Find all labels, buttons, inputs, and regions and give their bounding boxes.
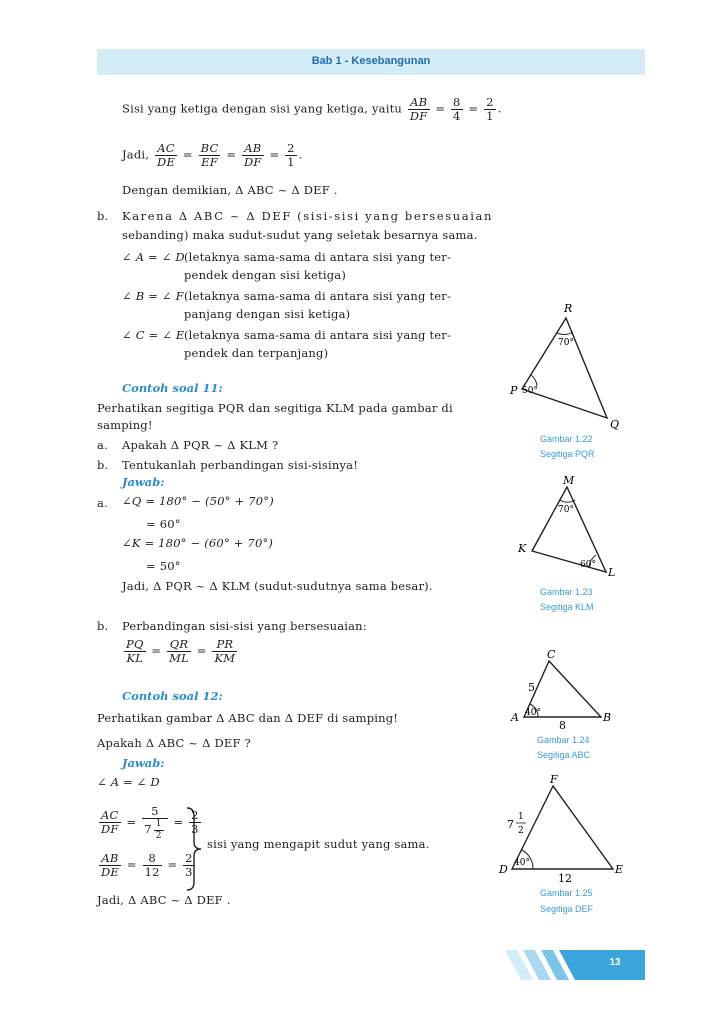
reason-c-1: (letaknya sama-sama di antara sisi yang ter- [184, 328, 452, 342]
angle-equality-ad: ∠ A = ∠ D [97, 775, 160, 789]
item-label: b. [97, 458, 109, 472]
angle-equality-c: ∠ C = ∠ E [122, 328, 185, 342]
reason-a-1: (letaknya sama-sama di antara sisi yang ter- [184, 250, 452, 264]
fraction-qr-ml: $\frac{QR}{ML}$ [169, 637, 189, 666]
vertex-label-b: B [603, 711, 612, 724]
text-c11-b: Tentukanlah perbandingan sisi-sisinya! [122, 458, 359, 472]
fraction-ac-de: $\frac{AC}{DE}$ [157, 141, 176, 170]
text-c12-line1: Perhatikan gambar Δ ABC dan Δ DEF di samping! [97, 711, 399, 725]
text-c11-line2: samping! [97, 418, 153, 432]
ratio-pqr-klm: $\frac{PQ}{KL}$ = $\frac{QR}{ML}$ = $\frac{PR}{KM}$ [126, 637, 236, 666]
figure-caption-label: Gambar 1.25 [540, 888, 593, 898]
angle-equality-b: ∠ B = ∠ F [122, 289, 184, 303]
reason-c-2: pendek dan terpanjang) [184, 346, 329, 360]
figure-triangle-def [495, 772, 635, 887]
fraction-pr-km: $\frac{PR}{KM}$ [214, 637, 236, 666]
text-sisi-mengapit: sisi yang mengapit sudut yang sama. [207, 837, 430, 851]
angle-label-a: 40° [525, 708, 541, 718]
fraction-2-1: $\frac{2}{1}$ [287, 141, 295, 170]
vertex-label-e: E [615, 863, 624, 876]
item-label: a. [97, 496, 108, 510]
fraction-ac-df: $\frac{AC}{DF}$ [101, 808, 119, 837]
example-12-heading: Contoh soal 12: [122, 689, 223, 703]
text-c11-line1: Perhatikan segitiga PQR dan segitiga KLM pada gambar di [97, 401, 453, 415]
figure-caption-name: Segitiga KLM [540, 602, 594, 612]
item-label: b. [97, 209, 109, 223]
figure-caption-label: Gambar 1.22 [540, 434, 593, 444]
fraction-5-over-7-half: 5 7 $\frac{1}{2}$ [142, 805, 167, 841]
chapter-title: Bab 1 - Kesebangunan [311, 55, 431, 67]
vertex-label-c: C [547, 648, 556, 661]
text-line: Jadi, $\frac{AC}{DE}$ = $\frac{BC}{EF}$ = $\frac{AB}{DF}$ = $\frac{2}{1}$ . [122, 141, 303, 170]
reason-b-2: panjang dengan sisi ketiga) [184, 307, 351, 321]
item-label: a. [97, 438, 108, 452]
fraction-ab-df: $\frac{AB}{DF}$ [409, 95, 428, 124]
text-sisi-ketiga: Sisi yang ketiga dengan sisi yang ketiga, yaitu [122, 101, 403, 116]
triangle-def [512, 786, 613, 869]
vertex-label-r: R [564, 302, 573, 315]
equation-angle-k: ∠K = 180° − (60° + 70°) [122, 536, 274, 550]
text-karena: Karena Δ ABC ~ Δ DEF (sisi-sisi yang bersesuaian [122, 209, 493, 223]
figure-caption-name: Segitiga ABC [537, 750, 591, 760]
angle-equality-a: ∠ A = ∠ D [122, 250, 185, 264]
angle-label-d: 40° [514, 858, 530, 868]
fraction-2-3: $\frac{2}{3}$ [185, 851, 193, 880]
answer-heading: Jawab: [122, 756, 165, 770]
triangle-pqr [522, 318, 607, 418]
side-label-df-num: 1 [518, 812, 524, 822]
ratio-ac-df: $\frac{AC}{DF}$ = 5 7 $\frac{1}{2}$ = $\frac{2}{3}$ [101, 804, 199, 841]
text-perbandingan: Perbandingan sisi-sisi yang bersesuaian: [122, 619, 367, 633]
figure-triangle-pqr [505, 300, 635, 435]
vertex-label-m: M [563, 474, 575, 487]
fraction-2-3: $\frac{2}{3}$ [191, 808, 199, 837]
ratio-ab-de: $\frac{AB}{DE}$ = $\frac{8}{12}$ = $\frac{2}{3}$ [101, 851, 193, 880]
vertex-label-l: L [608, 566, 616, 579]
angle-arc-r [557, 332, 573, 335]
side-label-df-den: 2 [518, 826, 524, 836]
text-c11-a: Apakah Δ PQR ~ Δ KLM ? [122, 438, 279, 452]
figure-triangle-abc [505, 645, 625, 730]
fraction-ab-df: $\frac{AB}{DF}$ [244, 141, 262, 170]
curly-brace [184, 806, 204, 892]
figure-caption-label: Gambar 1.23 [540, 587, 593, 597]
vertex-label-f: F [550, 773, 558, 786]
vertex-label-k: K [518, 542, 527, 555]
text-c12-line2: Apakah Δ ABC ~ Δ DEF ? [97, 736, 251, 750]
page-number: 13 [609, 957, 621, 968]
vertex-label-q: Q [610, 418, 620, 431]
side-label-ab: 8 [559, 719, 566, 730]
item-label: b. [97, 619, 109, 633]
figure-caption-name: Segitiga PQR [540, 449, 595, 459]
figure-triangle-klm [510, 472, 630, 584]
angle-label-p: 50° [522, 386, 538, 396]
fraction-ab-de: $\frac{AB}{DE}$ [101, 851, 120, 880]
fraction-pq-kl: $\frac{PQ}{KL}$ [126, 637, 144, 666]
fraction-8-4: $\frac{8}{4}$ [453, 95, 461, 124]
text-sebanding: sebanding) maka sudut-sudut yang seletak besarnya sama. [122, 228, 478, 242]
side-label-df-whole: 7 [507, 818, 514, 831]
text-dengan-demikian: Dengan demikian, Δ ABC ~ Δ DEF . [122, 183, 338, 197]
text-jadi-pqr-klm: Jadi, Δ PQR ~ Δ KLM (sudut-sudutnya sama besar). [122, 579, 433, 593]
figure-caption-label: Gambar 1.24 [537, 735, 590, 745]
angle-label-r: 70° [558, 338, 574, 348]
angle-label-m: 70° [558, 505, 574, 515]
reason-a-2: pendek dengan sisi ketiga) [184, 268, 347, 282]
text-jadi-final: Jadi, Δ ABC ~ Δ DEF . [97, 893, 231, 907]
side-label-de: 12 [558, 872, 572, 885]
text-jadi: Jadi, [122, 147, 150, 162]
fraction-8-12: $\frac{8}{12}$ [144, 851, 160, 880]
angle-label-l: 60° [580, 560, 596, 570]
vertex-label-a: A [511, 711, 519, 724]
fraction-bc-ef: $\frac{BC}{EF}$ [200, 141, 219, 170]
figure-caption-name: Segitiga DEF [540, 904, 594, 914]
vertex-label-p: P [510, 384, 518, 397]
fraction-2-1: $\frac{2}{1}$ [486, 95, 494, 124]
text-line: Sisi yang ketiga dengan sisi yang ketiga, yaitu $\frac{AB}{DF}$ = $\frac{8}{4}$ = $\frac{2}{1}$ . [122, 95, 502, 124]
reason-b-1: (letaknya sama-sama di antara sisi yang ter- [184, 289, 452, 303]
answer-heading: Jawab: [122, 475, 165, 489]
vertex-label-d: D [499, 863, 508, 876]
example-11-heading: Contoh soal 11: [122, 381, 223, 395]
side-label-ac: 5 [528, 681, 535, 694]
equation-angle-q: ∠Q = 180° − (50° + 70°) [122, 494, 274, 508]
equation-angle-k-result: = 50° [146, 559, 181, 573]
equation-angle-q-result: = 60° [146, 517, 181, 531]
angle-arc-p [531, 375, 537, 386]
